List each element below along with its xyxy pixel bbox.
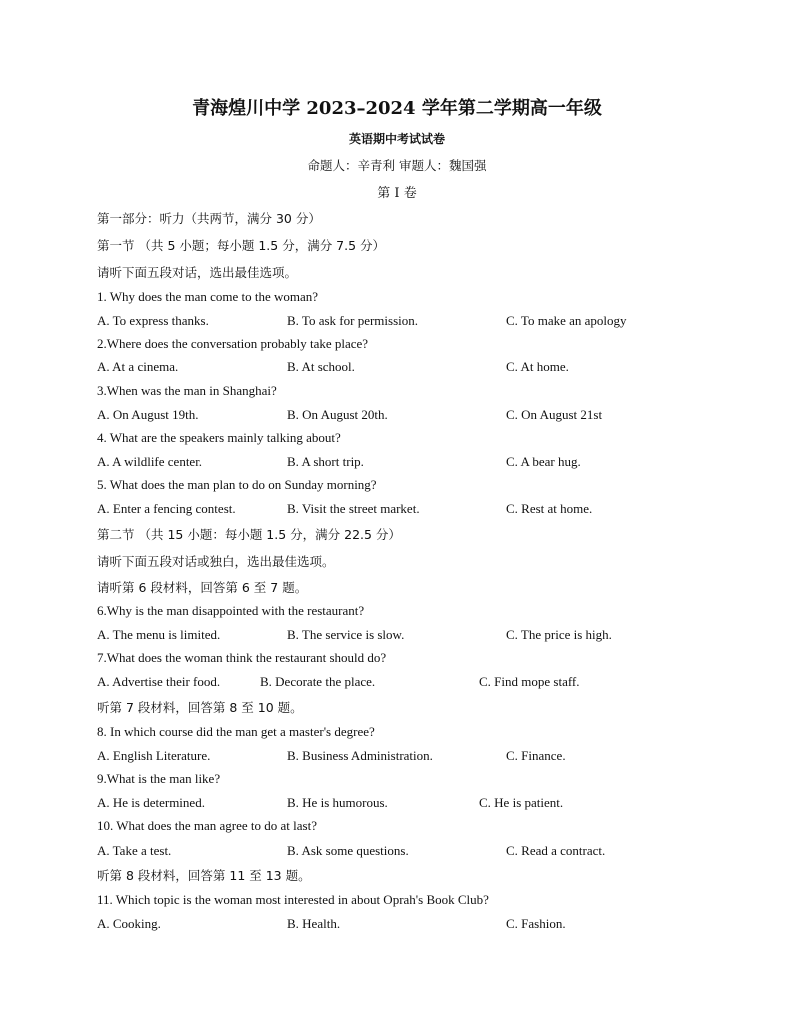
question-5: 5. What does the man plan to do on Sunday morning? xyxy=(97,477,377,492)
question-10: 10. What does the man agree to do at last? xyxy=(97,818,317,833)
option-c: C. Find mope staff. xyxy=(479,674,580,689)
option-c: C. Fashion. xyxy=(506,916,566,931)
option-c: C. To make an apology xyxy=(506,313,627,328)
question-6: 6.Why is the man disappointed with the restaurant? xyxy=(97,603,365,618)
question-4: 4. What are the speakers mainly talking about? xyxy=(97,430,341,445)
option-a: A. A wildlife center. xyxy=(97,454,203,469)
option-b: B. Visit the street market. xyxy=(287,501,420,516)
option-a: A. To express thanks. xyxy=(97,313,209,328)
material-8-instruction: 听第 8 段材料，回答第 11 至 13 题。 xyxy=(97,868,311,883)
material-7-instruction: 听第 7 段材料，回答第 8 至 10 题。 xyxy=(97,700,303,715)
option-a: A. The menu is limited. xyxy=(97,627,221,642)
volume-label: 第 I 卷 xyxy=(377,186,417,201)
option-c: C. Rest at home. xyxy=(506,501,593,516)
option-b: B. A short trip. xyxy=(287,454,364,469)
exam-title: 青海煌川中学 2023–2024 学年第二学期高一年级 xyxy=(192,98,602,119)
question-11: 11. Which topic is the woman most interested in about Oprah's Book Club? xyxy=(97,892,489,907)
part-1-heading: 第一部分：听力（共两节，满分 30 分） xyxy=(97,211,321,226)
question-7: 7.What does the woman think the restaurant should do? xyxy=(97,650,387,665)
question-3: 3.When was the man in Shanghai? xyxy=(97,383,277,398)
option-b: B. Business Administration. xyxy=(287,748,433,763)
exam-subtitle: 英语期中考试试卷 xyxy=(348,132,445,146)
option-c: C. At home. xyxy=(506,359,569,374)
option-c: C. Finance. xyxy=(506,748,566,763)
option-a: A. At a cinema. xyxy=(97,359,179,374)
option-c: C. He is patient. xyxy=(479,795,564,810)
option-a: A. On August 19th. xyxy=(97,407,199,422)
option-a: A. Advertise their food. xyxy=(97,674,221,689)
material-6-instruction: 请听第 6 段材料，回答第 6 至 7 题。 xyxy=(97,580,308,595)
option-b: B. On August 20th. xyxy=(287,407,388,422)
option-b: B. To ask for permission. xyxy=(287,313,419,328)
option-a: A. He is determined. xyxy=(97,795,205,810)
question-1: 1. Why does the man come to the woman? xyxy=(97,289,319,304)
section-2-instruction: 请听下面五段对话或独白，选出最佳选项。 xyxy=(97,554,335,569)
option-b: B. The service is slow. xyxy=(287,627,405,642)
option-a: A. Take a test. xyxy=(97,843,172,858)
question-2: 2.Where does the conversation probably take place? xyxy=(97,336,369,351)
option-c: C. On August 21st xyxy=(506,407,603,422)
question-8: 8. In which course did the man get a master's degree? xyxy=(97,724,375,739)
option-c: C. The price is high. xyxy=(506,627,612,642)
section-2-heading: 第二节 （共 15 小题：每小题 1.5 分，满分 22.5 分） xyxy=(97,527,401,542)
option-b: B. Decorate the place. xyxy=(260,674,376,689)
option-b: B. Health. xyxy=(287,916,341,931)
section-1-heading: 第一节 （共 5 小题；每小题 1.5 分，满分 7.5 分） xyxy=(97,238,386,253)
exam-authors: 命题人：辛青利 审题人：魏国强 xyxy=(307,158,487,173)
section-1-instruction: 请听下面五段对话，选出最佳选项。 xyxy=(97,265,298,280)
option-a: A. Enter a fencing contest. xyxy=(97,501,236,516)
question-9: 9.What is the man like? xyxy=(97,771,221,786)
option-a: A. English Literature. xyxy=(97,748,211,763)
option-c: C. Read a contract. xyxy=(506,843,606,858)
option-b: B. He is humorous. xyxy=(287,795,388,810)
option-a: A. Cooking. xyxy=(97,916,161,931)
option-c: C. A bear hug. xyxy=(506,454,581,469)
option-b: B. At school. xyxy=(287,359,355,374)
option-b: B. Ask some questions. xyxy=(287,843,409,858)
